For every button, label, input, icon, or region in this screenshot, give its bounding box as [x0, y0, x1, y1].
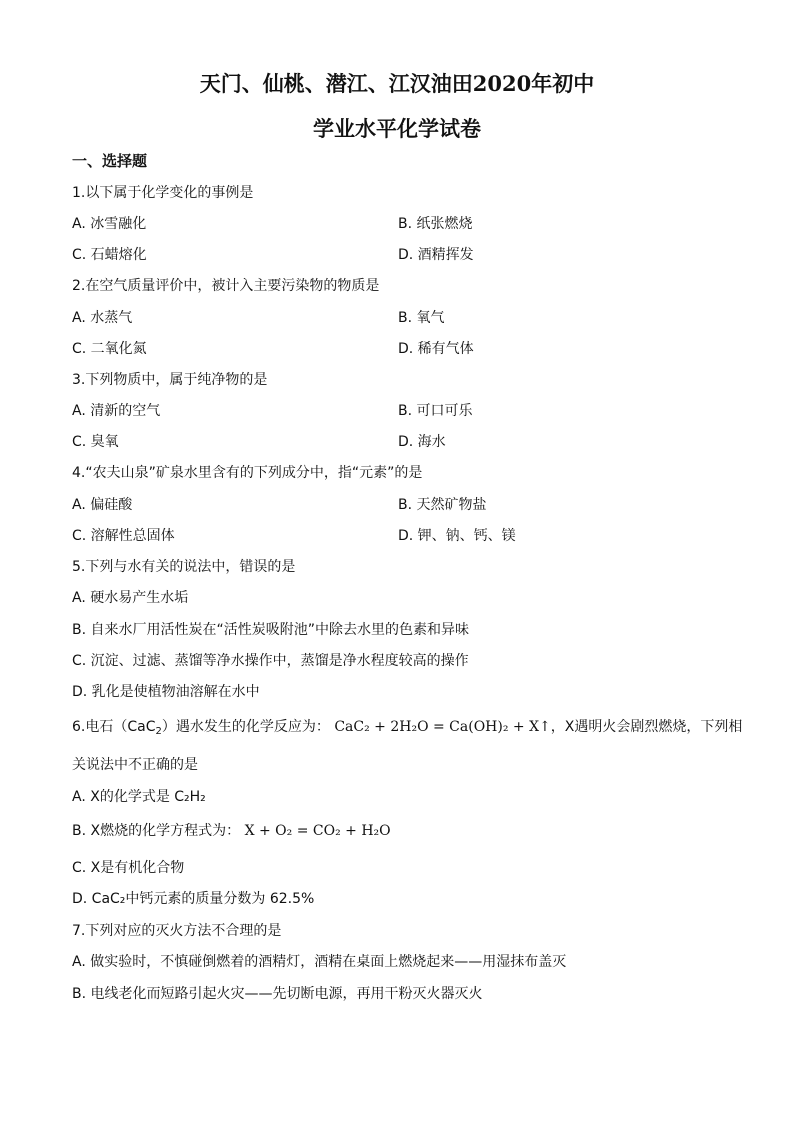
question-2-option-b: B. 氧气 [398, 310, 445, 326]
exam-title-line1: 天门、仙桃、潜江、江汉油田2020年初中 [199, 71, 595, 96]
question-4-option-a: A. 偏硅酸 [72, 497, 133, 513]
question-2-stem: 2.在空气质量评价中，被计入主要污染物的物质是 [72, 278, 380, 294]
question-3-option-b: B. 可口可乐 [398, 403, 473, 419]
question-6-stem-prefix: 6.电石（CaC [72, 719, 156, 735]
section-heading: 一、选择题 [72, 152, 148, 170]
question-2-option-c: C. 二氧化氮 [72, 341, 147, 357]
question-6-stem-suffix: ，X遇明火会剧烈燃烧，下列相 [550, 719, 743, 735]
question-7-stem: 7.下列对应的灭火方法不合理的是 [72, 923, 282, 939]
question-4-option-c: C. 溶解性总固体 [72, 528, 175, 544]
question-1-option-a: A. 冰雪融化 [72, 216, 147, 232]
question-1-option-b: B. 纸张燃烧 [398, 216, 473, 232]
question-2-option-d: D. 稀有气体 [398, 341, 474, 357]
question-3-option-d: D. 海水 [398, 434, 446, 450]
question-1-option-d: D. 酒精挥发 [398, 247, 474, 263]
question-4-option-d: D. 钾、钠、钙、镁 [398, 528, 516, 544]
question-5-option-d: D. 乳化是使植物油溶解在水中 [72, 684, 260, 700]
question-5-option-a: A. 硬水易产生水垢 [72, 590, 189, 606]
question-4-option-b: B. 天然矿物盐 [398, 497, 487, 513]
question-6-equation: CaC₂ + 2H₂O = Ca(OH)₂ + X↑ [334, 719, 551, 735]
question-5-option-c: C. 沉淀、过滤、蒸馏等净水操作中，蒸馏是净水程度较高的操作 [72, 653, 469, 669]
question-6-stem-mid: ）遇水发生的化学反应为： [161, 719, 330, 735]
question-6-stem-line2: 关说法中不正确的是 [72, 757, 198, 773]
question-5-stem: 5.下列与水有关的说法中，错误的是 [72, 559, 296, 575]
question-6-option-b [72, 820, 391, 840]
question-1-option-c: C. 石蜡熔化 [72, 247, 147, 263]
question-6-option-a: A. X的化学式是 C₂H₂ [72, 789, 206, 805]
question-6-option-d: D. CaC₂中钙元素的质量分数为 62.5% [72, 891, 315, 907]
question-6-stem [72, 716, 742, 736]
question-3-option-a: A. 清新的空气 [72, 403, 161, 419]
question-3-stem: 3.下列物质中，属于纯净物的是 [72, 372, 268, 388]
question-7-option-b: B. 电线老化而短路引起火灾——先切断电源，再用干粉灭火器灭火 [72, 986, 483, 1002]
question-2-option-a: A. 水蒸气 [72, 310, 133, 326]
question-3-option-c: C. 臭氧 [72, 434, 119, 450]
question-1-stem: 1.以下属于化学变化的事例是 [72, 185, 254, 201]
question-7-option-a: A. 做实验时，不慎碰倒燃着的酒精灯，酒精在桌面上燃烧起来——用湿抹布盖灭 [72, 954, 567, 970]
question-6-option-c: C. X是有机化合物 [72, 860, 185, 876]
question-6-option-b-text: B. X燃烧的化学方程式为： [72, 823, 241, 839]
question-5-option-b: B. 自来水厂用活性炭在“活性炭吸附池”中除去水里的色素和异味 [72, 622, 470, 638]
question-4-stem: 4.“农夫山泉”矿泉水里含有的下列成分中，指“元素”的是 [72, 465, 423, 481]
question-6-option-b-equation: X + O₂ = CO₂ + H₂O [244, 823, 391, 839]
question-6-stem-subscript: 2 [155, 726, 162, 737]
exam-title-line2: 学业水平化学试卷 [313, 116, 481, 141]
